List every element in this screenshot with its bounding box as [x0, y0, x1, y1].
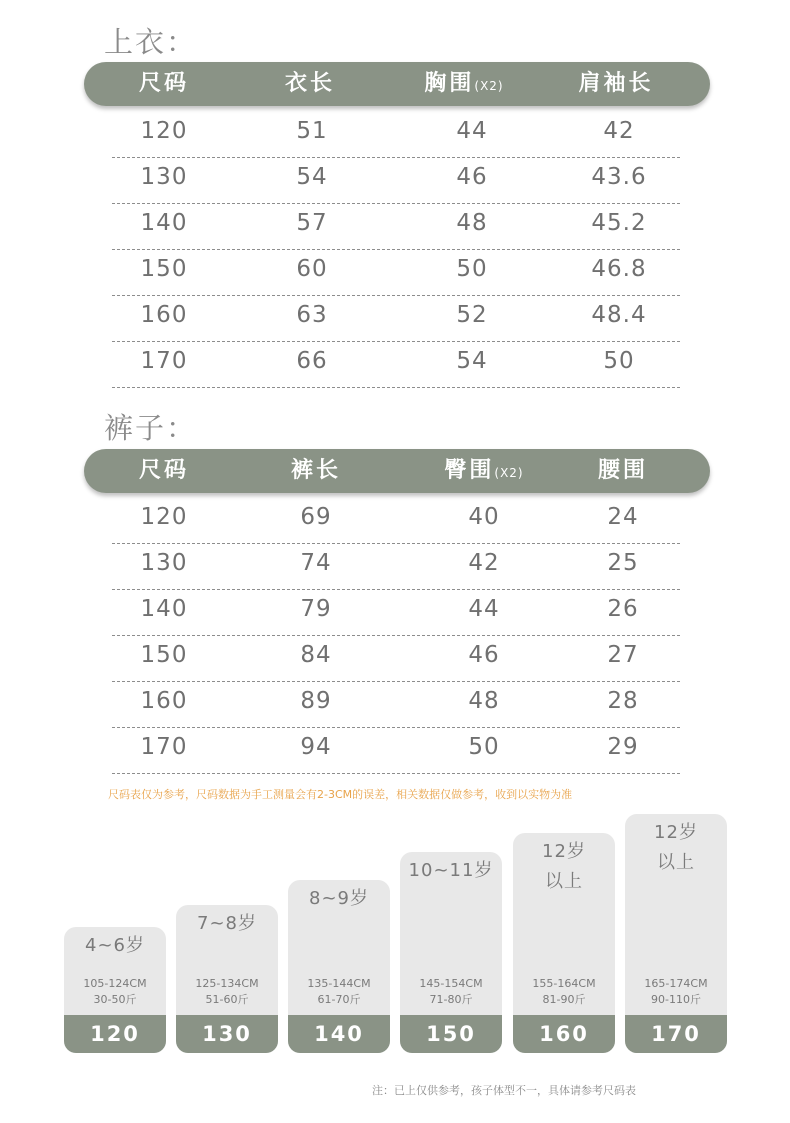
tops-header-bar [84, 62, 710, 106]
pants-cell: 84 [300, 642, 332, 668]
tops-cell: 63 [296, 302, 328, 328]
tops-cell: 46 [456, 164, 488, 190]
tops-cell: 120 [140, 118, 188, 144]
size-label: 160 [513, 1015, 615, 1053]
tops-table-row [112, 112, 680, 158]
pants-cell: 26 [607, 596, 639, 622]
age-size-card [400, 852, 502, 1053]
tops-cell: 150 [140, 256, 188, 282]
pants-table-row [112, 590, 680, 636]
tops-cell: 130 [140, 164, 188, 190]
pants-header-waist: 腰围 [597, 458, 649, 483]
weight-range: 71-80斤 [429, 993, 473, 1006]
pants-header-size: 尺码 [138, 458, 190, 483]
weight-range: 30-50斤 [93, 993, 137, 1006]
pants-cell: 48 [468, 688, 500, 714]
age-range-label-line2: 以上 [545, 871, 583, 892]
tops-header-sleeve: 肩袖长 [578, 71, 654, 96]
tops-cell: 48 [456, 210, 488, 236]
tops-table-row [112, 158, 680, 204]
pants-section-title: 裤子： [104, 411, 198, 445]
weight-range: 61-70斤 [317, 993, 361, 1006]
pants-cell: 170 [140, 734, 188, 760]
pants-cell: 120 [140, 504, 188, 530]
pants-cell: 94 [300, 734, 332, 760]
tops-cell: 42 [603, 118, 635, 144]
tops-table-row [112, 204, 680, 250]
pants-header-hip [444, 449, 523, 493]
pants-header-hip-label: 臀围 [444, 458, 495, 483]
age-size-card [288, 880, 390, 1053]
size-label: 140 [288, 1015, 390, 1053]
pants-cell: 69 [300, 504, 332, 530]
tops-header-length: 衣长 [284, 71, 336, 96]
pants-cell: 50 [468, 734, 500, 760]
pants-cell: 25 [607, 550, 639, 576]
pants-cell: 24 [607, 504, 639, 530]
tops-cell: 52 [456, 302, 488, 328]
size-label: 170 [625, 1015, 727, 1053]
tops-cell: 66 [296, 348, 328, 374]
pants-cell: 46 [468, 642, 500, 668]
tops-header-size: 尺码 [138, 71, 190, 96]
tops-table-row [112, 342, 680, 388]
pants-header-length: 裤长 [290, 458, 342, 483]
pants-cell: 79 [300, 596, 332, 622]
weight-range: 90-110斤 [651, 993, 701, 1006]
tops-cell: 50 [603, 348, 635, 374]
weight-range: 51-60斤 [205, 993, 249, 1006]
tops-cell: 44 [456, 118, 488, 144]
age-range-label: 12岁 [654, 822, 698, 843]
size-label: 120 [64, 1015, 166, 1053]
tops-section-title: 上衣： [104, 25, 198, 59]
tops-header-chest-note: (X2) [474, 79, 504, 93]
tops-cell: 43.6 [591, 164, 647, 190]
pants-cell: 74 [300, 550, 332, 576]
pants-cell: 89 [300, 688, 332, 714]
pants-cell: 130 [140, 550, 188, 576]
height-range: 145-154CM [419, 977, 483, 990]
pants-cell: 140 [140, 596, 188, 622]
footnote: 注：已上仅供参考，孩子体型不一，具体请参考尺码表 [372, 1084, 636, 1097]
tops-cell: 48.4 [591, 302, 647, 328]
pants-cell: 29 [607, 734, 639, 760]
tops-cell: 50 [456, 256, 488, 282]
age-range-label: 7~8岁 [197, 913, 257, 934]
pants-header-hip-note: (X2) [494, 466, 524, 480]
height-range: 135-144CM [307, 977, 371, 990]
pants-cell: 42 [468, 550, 500, 576]
tops-header-chest [424, 62, 503, 106]
tops-table-row [112, 250, 680, 296]
tops-cell: 51 [296, 118, 328, 144]
age-range-label: 8~9岁 [309, 888, 369, 909]
height-range: 125-134CM [195, 977, 259, 990]
size-label: 130 [176, 1015, 278, 1053]
pants-cell: 44 [468, 596, 500, 622]
tops-cell: 140 [140, 210, 188, 236]
age-range-label: 12岁 [542, 841, 586, 862]
tops-header-chest-label: 胸围 [424, 71, 475, 96]
age-size-card [513, 833, 615, 1053]
tops-cell: 170 [140, 348, 188, 374]
pants-table-row [112, 544, 680, 590]
age-range-label: 4~6岁 [85, 935, 145, 956]
tops-cell: 60 [296, 256, 328, 282]
size-disclaimer: 尺码表仅为参考，尺码数据为手工测量会有2-3CM的误差，相关数据仅做参考，收到以实物为准 [108, 788, 573, 801]
tops-cell: 45.2 [591, 210, 647, 236]
height-range: 105-124CM [83, 977, 147, 990]
height-range: 165-174CM [644, 977, 708, 990]
age-range-label-line2: 以上 [657, 852, 695, 873]
age-size-card [64, 927, 166, 1053]
pants-table-row [112, 728, 680, 774]
pants-cell: 160 [140, 688, 188, 714]
tops-cell: 57 [296, 210, 328, 236]
height-range: 155-164CM [532, 977, 596, 990]
pants-cell: 27 [607, 642, 639, 668]
tops-cell: 54 [296, 164, 328, 190]
age-size-card [625, 814, 727, 1053]
tops-table-row [112, 296, 680, 342]
size-label: 150 [400, 1015, 502, 1053]
tops-cell: 54 [456, 348, 488, 374]
pants-table-row [112, 498, 680, 544]
pants-header-bar [84, 449, 710, 493]
pants-cell: 150 [140, 642, 188, 668]
pants-table-row [112, 682, 680, 728]
tops-cell: 46.8 [591, 256, 647, 282]
pants-cell: 40 [468, 504, 500, 530]
pants-cell: 28 [607, 688, 639, 714]
age-size-card [176, 905, 278, 1053]
pants-table-row [112, 636, 680, 682]
tops-cell: 160 [140, 302, 188, 328]
weight-range: 81-90斤 [542, 993, 586, 1006]
age-range-label: 10~11岁 [408, 860, 494, 881]
